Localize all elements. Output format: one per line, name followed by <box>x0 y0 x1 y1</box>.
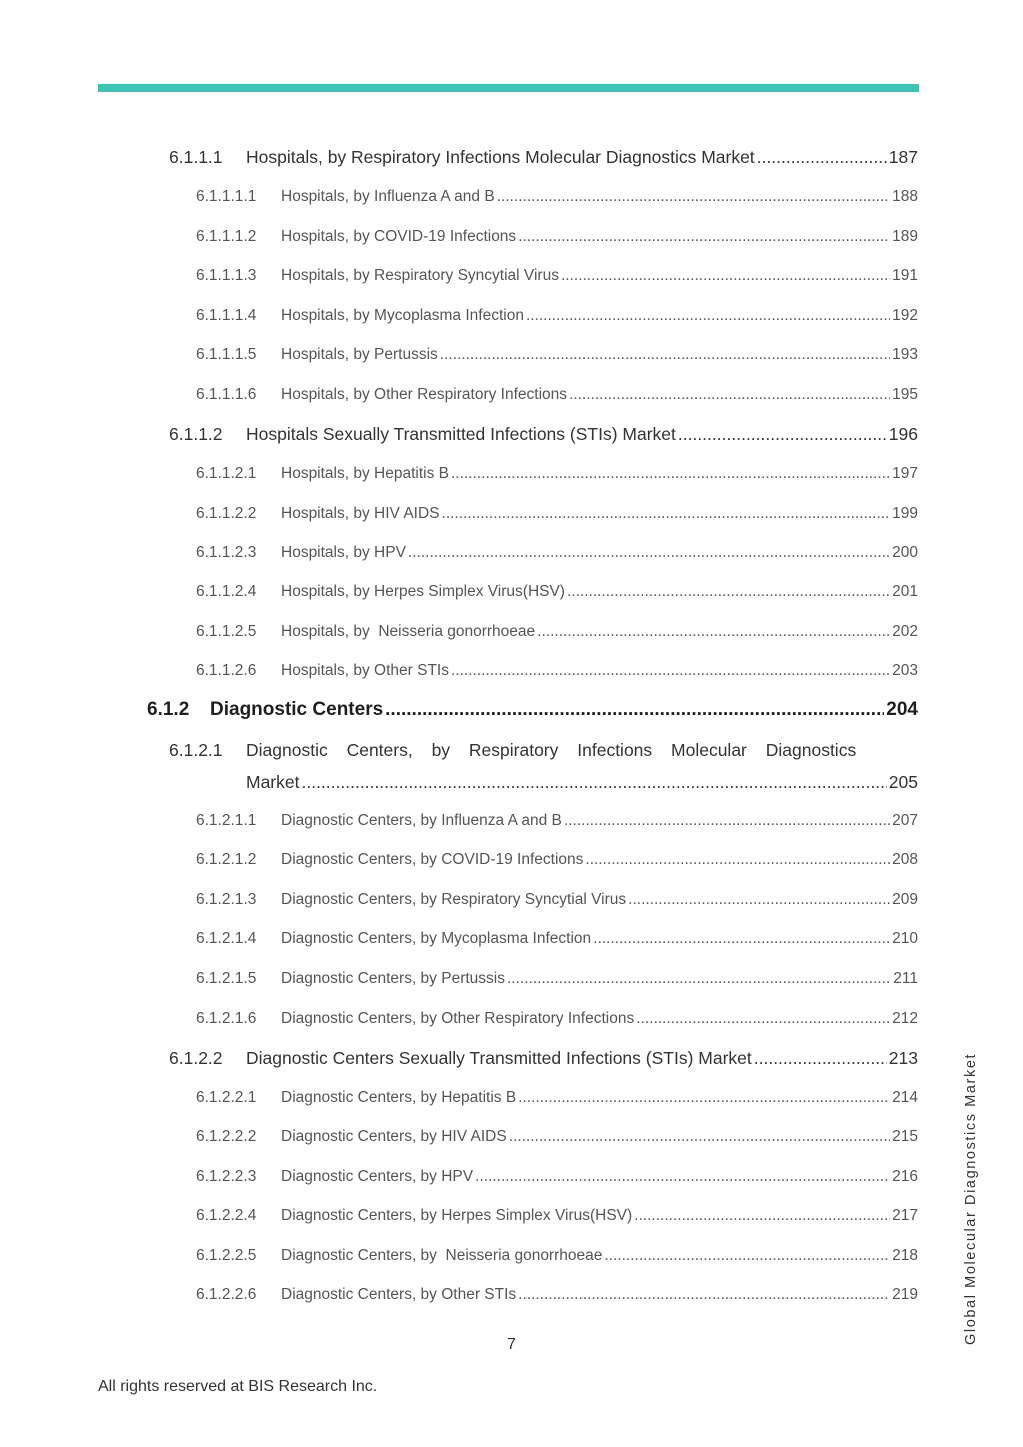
toc-leader-dots <box>440 346 890 364</box>
toc-entry-page: 218 <box>892 1247 918 1264</box>
toc-entry-page: 195 <box>892 386 918 403</box>
toc-entry-6-1-2-1[interactable] <box>169 740 918 793</box>
toc-entry-page: 202 <box>892 623 918 640</box>
toc-leader-dots <box>451 662 890 680</box>
toc-leader-dots <box>408 544 890 562</box>
toc-entry-title: Diagnostic Centers, by Hepatitis B <box>281 1089 517 1106</box>
toc-entry-6-1-2-1-2[interactable] <box>196 851 918 869</box>
toc-entry-6-1-1-1-6[interactable] <box>196 386 918 404</box>
toc-entry-title: Hospitals, by HIV AIDS <box>281 505 440 522</box>
toc-entry-title: Diagnostic Centers, by Pertussis <box>281 970 505 987</box>
toc-entry-page: 205 <box>888 772 918 792</box>
toc-entry-number: 6.1.1.2.2 <box>196 505 257 522</box>
toc-leader-dots <box>754 1048 887 1069</box>
page-number: 7 <box>507 1336 516 1353</box>
toc-entry-page: 203 <box>892 662 918 679</box>
toc-entry-6-1-1-2-3[interactable] <box>196 544 918 562</box>
toc-leader-dots <box>301 772 886 793</box>
toc-entry-page: 196 <box>888 424 918 444</box>
toc-entry-6-1-2-2-1[interactable] <box>196 1089 918 1107</box>
toc-entry-6-1-1-1-1[interactable] <box>196 188 918 206</box>
toc-leader-dots <box>442 505 891 523</box>
toc-entry-page: 204 <box>886 699 918 720</box>
toc-entry-title: Diagnostic Centers, by Respiratory Syncytial Virus <box>281 891 627 908</box>
toc-entry-6-1-2-1-6[interactable] <box>196 1010 918 1028</box>
toc-leader-dots <box>518 1286 890 1304</box>
toc-entry-number: 6.1.2.1.2 <box>196 851 257 868</box>
toc-leader-dots <box>593 930 890 948</box>
toc-entry-title: Hospitals, by Hepatitis B <box>281 465 449 482</box>
toc-entry-number: 6.1.1.2.6 <box>196 662 257 679</box>
toc-entry-6-1-2-1-4[interactable] <box>196 930 918 948</box>
toc-leader-dots <box>518 1089 890 1107</box>
toc-entry-6-1-2-2[interactable] <box>169 1048 918 1069</box>
toc-leader-dots <box>385 699 884 721</box>
toc-entry-6-1-2-2-3[interactable] <box>196 1168 918 1186</box>
toc-entry-title-continued: Market <box>246 772 300 792</box>
toc-entry-title: Diagnostic Centers, by Influenza A and B <box>281 812 562 829</box>
toc-entry-number: 6.1.2.2.2 <box>196 1128 257 1145</box>
toc-entry-number: 6.1.2.2.4 <box>196 1207 257 1224</box>
toc-entry-number: 6.1.1.1.3 <box>196 267 257 284</box>
toc-entry-title: Diagnostic Centers, by Mycoplasma Infection <box>281 930 592 947</box>
toc-entry-title: Hospitals, by Other Respiratory Infections <box>281 386 568 403</box>
toc-entry-page: 219 <box>892 1286 918 1303</box>
toc-entry-number: 6.1.1.1.5 <box>196 346 257 363</box>
toc-entry-title: Hospitals, by Mycoplasma Infection <box>281 307 524 324</box>
toc-entry-number: 6.1.1.1.1 <box>196 188 257 205</box>
toc-leader-dots <box>497 188 890 206</box>
toc-entry-number: 6.1.2.1.4 <box>196 930 257 947</box>
toc-entry-title: Hospitals, by HPV <box>281 544 406 561</box>
toc-entry-title: Diagnostic Centers, by HPV <box>281 1168 474 1185</box>
toc-entry-page: 213 <box>888 1048 918 1068</box>
toc-entry-title: Diagnostic Centers <box>210 699 384 720</box>
toc-leader-dots <box>678 424 887 445</box>
toc-entry-number: 6.1.1.1.4 <box>196 307 257 324</box>
toc-entry-number: 6.1.2.1.3 <box>196 891 257 908</box>
toc-entry-6-1-1-2-4[interactable] <box>196 583 918 601</box>
toc-entry-number: 6.1.2.1 <box>169 740 223 760</box>
toc-entry-title: Diagnostic Centers, by Other STIs <box>281 1286 517 1303</box>
toc-leader-dots <box>561 267 890 285</box>
toc-entry-number: 6.1.2.1.6 <box>196 1010 257 1027</box>
toc-entry-number: 6.1.1.2.4 <box>196 583 257 600</box>
toc-entry-title: Hospitals Sexually Transmitted Infections (STIs) Market <box>246 424 676 444</box>
toc-leader-dots <box>526 307 890 325</box>
toc-entry-page: 217 <box>892 1207 918 1224</box>
toc-entry-number: 6.1.1.2.1 <box>196 465 257 482</box>
toc-entry-page: 207 <box>892 812 918 829</box>
toc-leader-dots <box>507 970 891 988</box>
toc-entry-6-1-1-2-5[interactable] <box>196 623 918 641</box>
toc-entry-6-1-1-2-1[interactable] <box>196 465 918 483</box>
toc-entry-number: 6.1.2.1.1 <box>196 812 257 829</box>
toc-entry-number: 6.1.2.1.5 <box>196 970 257 987</box>
toc-entry-6-1-2-1-1[interactable] <box>196 812 918 830</box>
toc-entry-title: Diagnostic Centers, by Neisseria gonorrhoeae <box>281 1247 603 1264</box>
toc-entry-number: 6.1.1.1 <box>169 147 223 167</box>
toc-entry-title: Hospitals, by Herpes Simplex Virus(HSV) <box>281 583 565 600</box>
side-running-title: Global Molecular Diagnostics Market <box>963 1052 979 1345</box>
toc-entry-title: Diagnostic Centers, by Respiratory Infections Molecular Diagnostics <box>246 740 857 760</box>
toc-entry-6-1-2-2-5[interactable] <box>196 1247 918 1265</box>
toc-entry-number: 6.1.2.2.3 <box>196 1168 257 1185</box>
toc-entry-page: 189 <box>892 228 918 245</box>
toc-entry-title: Hospitals, by Other STIs <box>281 662 449 679</box>
toc-entry-6-1-1-2[interactable] <box>169 424 918 445</box>
toc-leader-dots <box>509 1128 890 1146</box>
toc-entry-page: 193 <box>892 346 918 363</box>
toc-entry-page: 192 <box>892 307 918 324</box>
toc-entry-page: 216 <box>892 1168 918 1185</box>
toc-leader-dots <box>567 583 890 601</box>
toc-entry-6-1-1-1[interactable] <box>169 147 918 168</box>
toc-entry-number: 6.1.1.2.5 <box>196 623 257 640</box>
toc-entry-title: Hospitals, by Respiratory Syncytial Virus <box>281 267 559 284</box>
toc-leader-dots <box>634 1207 890 1225</box>
toc-entry-number: 6.1.1.2.3 <box>196 544 257 561</box>
toc-entry-6-1-2-1-3[interactable] <box>196 891 918 909</box>
toc-entry-number: 6.1.1.2 <box>169 424 223 444</box>
toc-entry-title: Hospitals, by Influenza A and B <box>281 188 495 205</box>
toc-entry-page: 212 <box>892 1010 918 1027</box>
toc-entry-6-1-2-2-2[interactable] <box>196 1128 918 1146</box>
toc-entry-number: 6.1.2 <box>147 699 190 720</box>
toc-entry-page: 211 <box>893 970 918 987</box>
toc-leader-dots <box>475 1168 890 1186</box>
toc-entry-title: Hospitals, by Pertussis <box>281 346 438 363</box>
toc-leader-dots <box>757 147 887 168</box>
toc-entry-page: 187 <box>888 147 918 167</box>
toc-entry-page: 210 <box>892 930 918 947</box>
toc-entry-number: 6.1.1.1.6 <box>196 386 257 403</box>
toc-entry-title: Hospitals, by Respiratory Infections Molecular Diagnostics Market <box>246 147 755 167</box>
toc-leader-dots <box>518 228 890 246</box>
toc-entry-title: Hospitals, by Neisseria gonorrhoeae <box>281 623 536 640</box>
toc-leader-dots <box>585 851 890 869</box>
toc-entry-number: 6.1.2.2 <box>169 1048 223 1068</box>
toc-entry-number: 6.1.1.1.2 <box>196 228 257 245</box>
footer-copyright: All rights reserved at BIS Research Inc. <box>98 1378 378 1395</box>
toc-leader-dots <box>636 1010 890 1028</box>
toc-entry-number: 6.1.2.2.5 <box>196 1247 257 1264</box>
toc-entry-6-1-2-2-4[interactable] <box>196 1207 918 1225</box>
toc-entry-title: Diagnostic Centers, by HIV AIDS <box>281 1128 507 1145</box>
toc-entry-number: 6.1.2.2.1 <box>196 1089 257 1106</box>
toc-entry-title: Hospitals, by COVID-19 Infections <box>281 228 517 245</box>
toc-entry-title: Diagnostic Centers, by COVID-19 Infections <box>281 851 584 868</box>
toc-entry-6-1-2-2-6[interactable] <box>196 1286 918 1304</box>
toc-entry-page: 191 <box>892 267 918 284</box>
toc-entry-page: 201 <box>892 583 918 600</box>
toc-entry-page: 214 <box>892 1089 918 1106</box>
toc-entry-6-1-1-1-2[interactable] <box>196 228 918 246</box>
toc-leader-dots <box>604 1247 890 1265</box>
toc-entry-page: 197 <box>892 465 918 482</box>
toc-entry-title: Diagnostic Centers, by Other Respiratory Infections <box>281 1010 635 1027</box>
toc-entry-page: 200 <box>892 544 918 561</box>
toc-entry-number: 6.1.2.2.6 <box>196 1286 257 1303</box>
toc-entry-6-1-1-2-6[interactable] <box>196 662 918 680</box>
toc-entry-6-1-1-1-5[interactable] <box>196 346 918 364</box>
toc-leader-dots <box>451 465 890 483</box>
toc-entry-title: Diagnostic Centers Sexually Transmitted Infections (STIs) Market <box>246 1048 752 1068</box>
toc-entry-page: 199 <box>892 505 918 522</box>
toc-leader-dots <box>569 386 890 404</box>
toc-leader-dots <box>628 891 890 909</box>
toc-leader-dots <box>537 623 890 641</box>
toc-entry-page: 209 <box>892 891 918 908</box>
toc-leader-dots <box>564 812 890 830</box>
toc-entry-6-1-2[interactable] <box>147 699 918 721</box>
toc-entry-6-1-2-1-5[interactable] <box>196 970 918 988</box>
toc-entry-page: 188 <box>892 188 918 205</box>
toc-entry-6-1-1-2-2[interactable] <box>196 505 918 523</box>
toc-entry-page: 215 <box>892 1128 918 1145</box>
toc-entry-page: 208 <box>892 851 918 868</box>
toc-entry-6-1-1-1-3[interactable] <box>196 267 918 285</box>
toc-entry-6-1-1-1-4[interactable] <box>196 307 918 325</box>
toc-entry-title: Diagnostic Centers, by Herpes Simplex Virus(HSV) <box>281 1207 633 1224</box>
